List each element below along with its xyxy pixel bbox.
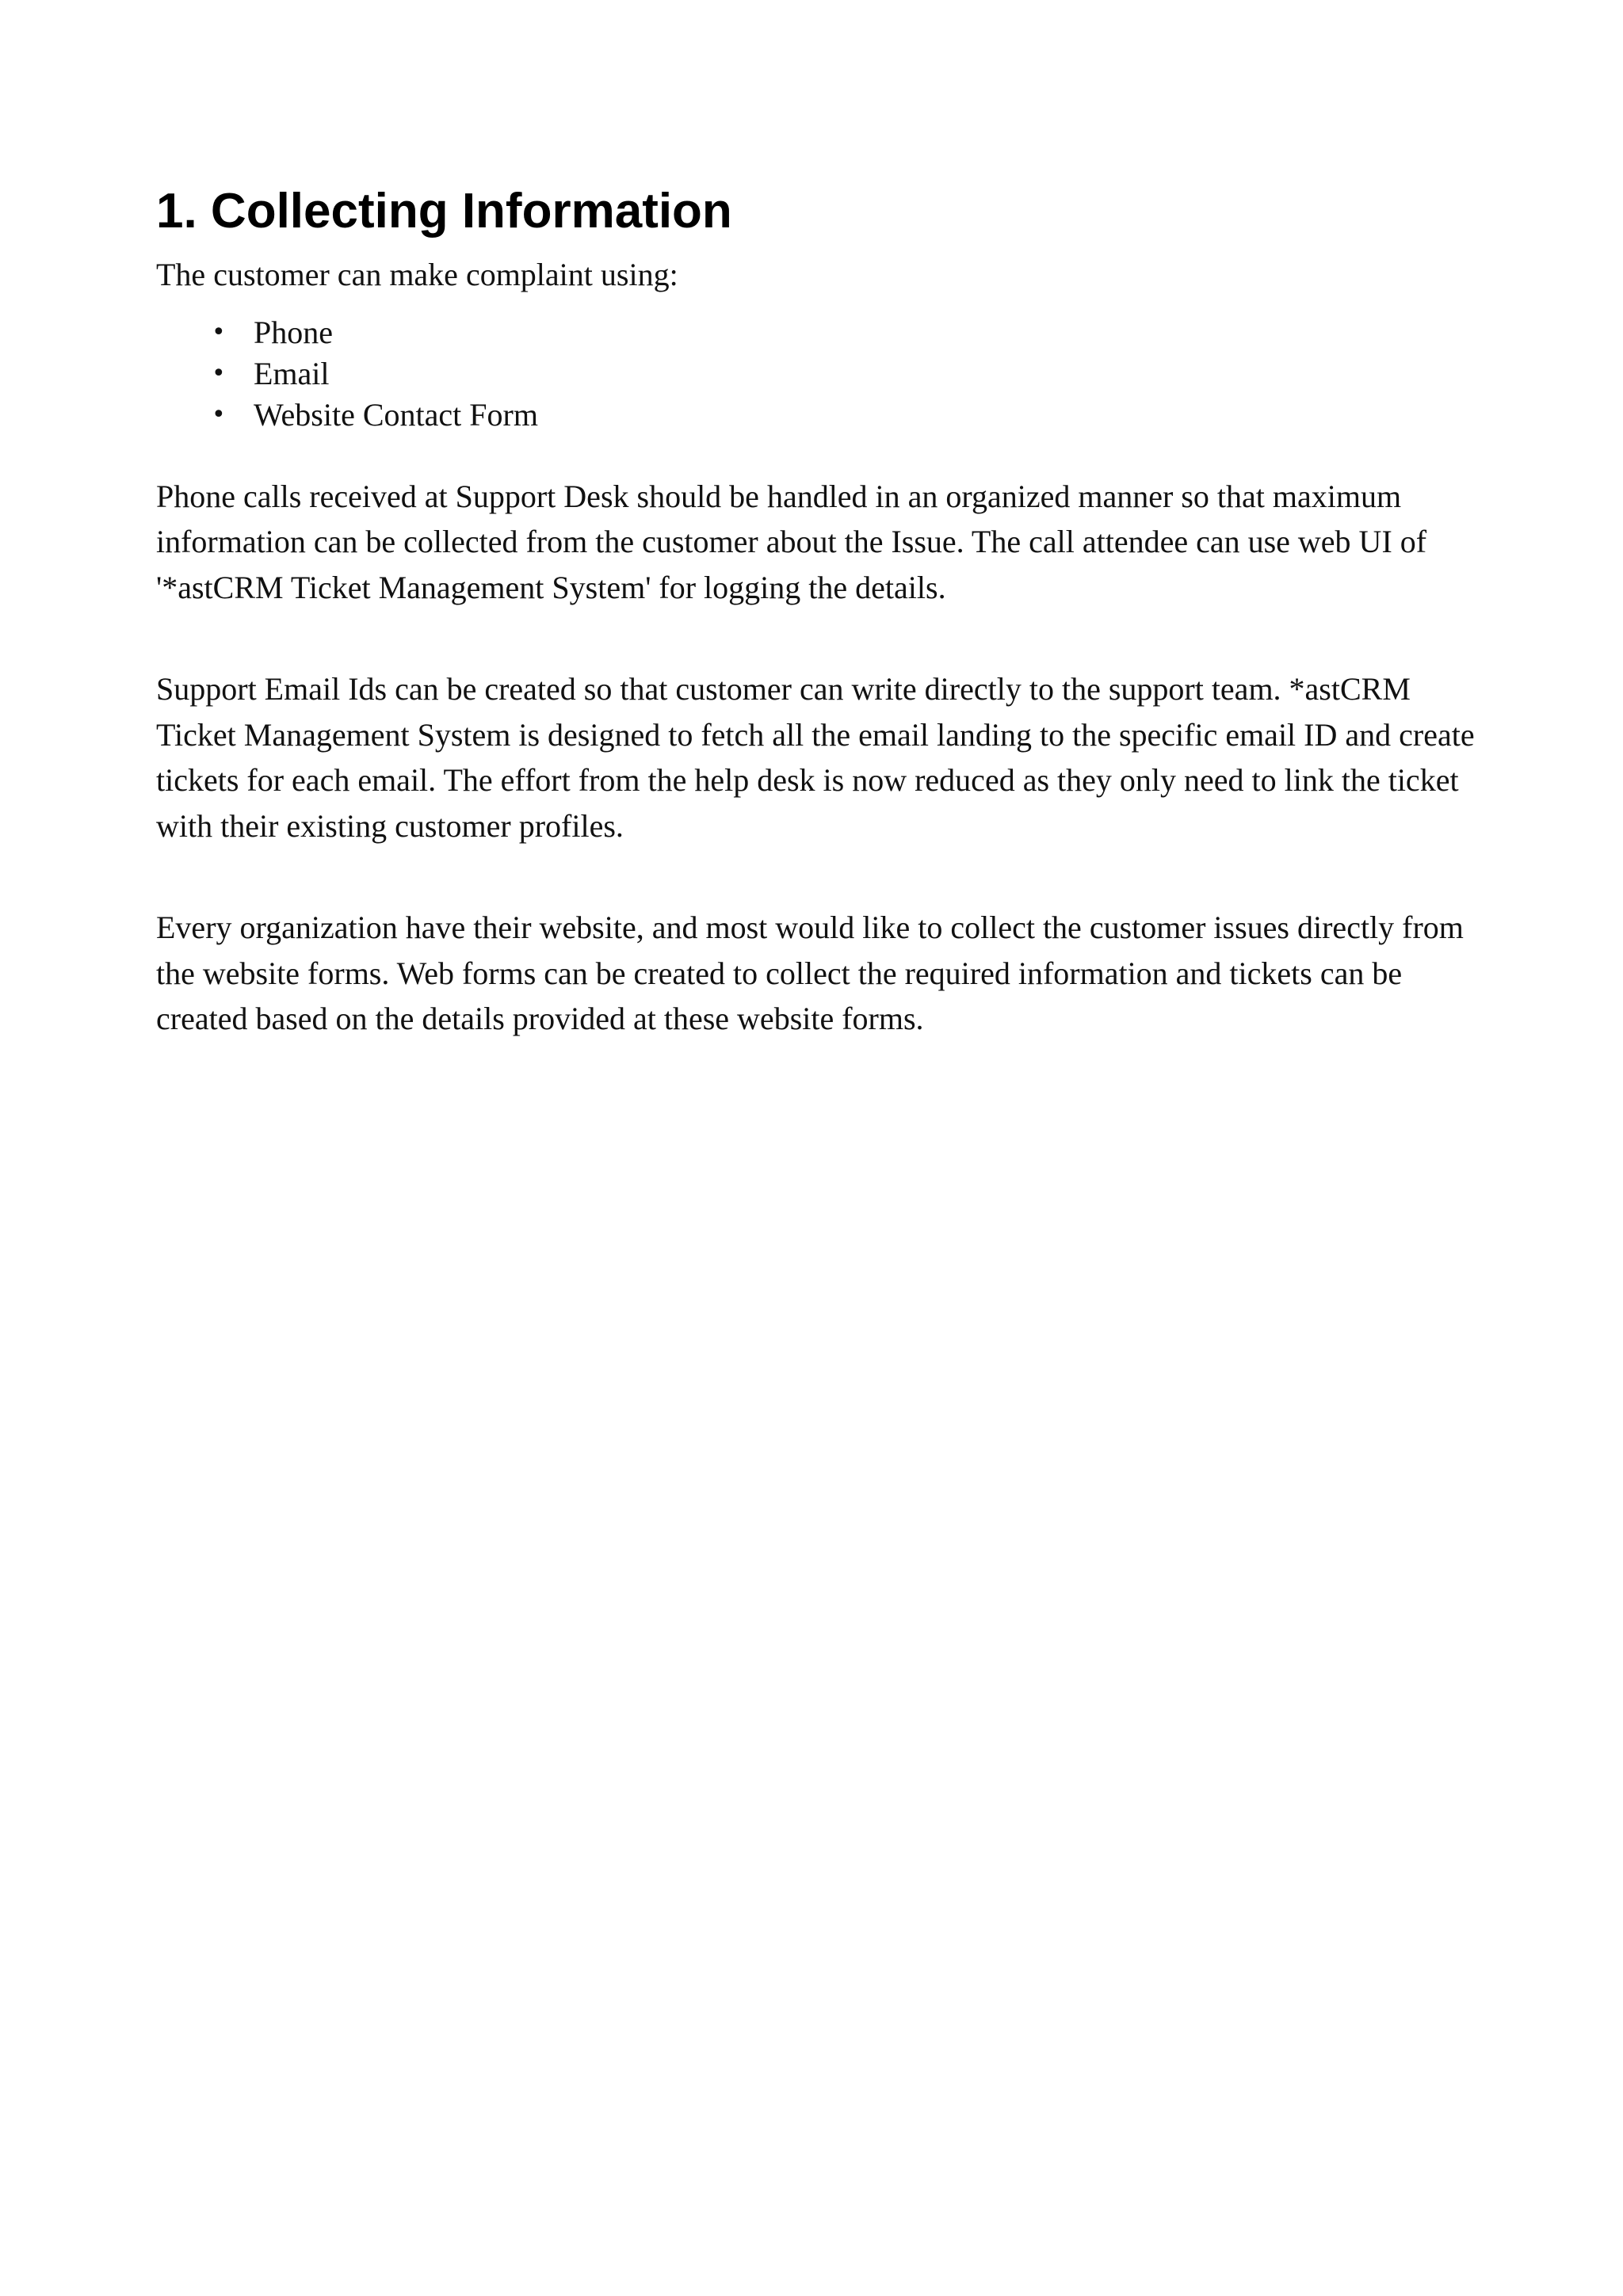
- list-item-label: Email: [254, 355, 330, 391]
- intro-text: The customer can make complaint using:: [156, 257, 678, 293]
- list-item: [156, 353, 1487, 395]
- channel-list: [156, 312, 1487, 436]
- list-item: [156, 312, 1487, 353]
- phone-paragraph: Phone calls received at Support Desk should be handled in an organized manner so that maximum information can be collected from the customer about the Issue. The call attendee can use web UI of '*astCRM Ticket Management System' for logging the details.: [156, 478, 1427, 605]
- list-item-label: Phone: [254, 314, 333, 350]
- list-item-label: Website Contact Form: [254, 396, 538, 433]
- bullet-icon: •: [212, 318, 226, 346]
- bullet-icon: •: [212, 400, 226, 429]
- bullet-icon: •: [212, 359, 226, 387]
- document-body: [156, 182, 1487, 1098]
- email-paragraph: Support Email Ids can be created so that customer can write directly to the support team. *astCRM Ticket Management System is designed to fetch all the email landing to the specific email ID and create tickets for each email. The effort from the help desk is now reduced as they only need to link the ticket with their existing customer profiles.: [156, 671, 1475, 844]
- section-heading: 1. Collecting Information: [156, 184, 732, 238]
- list-item: [156, 395, 1487, 436]
- web-form-paragraph: Every organization have their website, and most would like to collect the customer issues directly from the website forms. Web forms can be created to collect the required information and tickets can be created based on the details provided at these website forms.: [156, 910, 1464, 1037]
